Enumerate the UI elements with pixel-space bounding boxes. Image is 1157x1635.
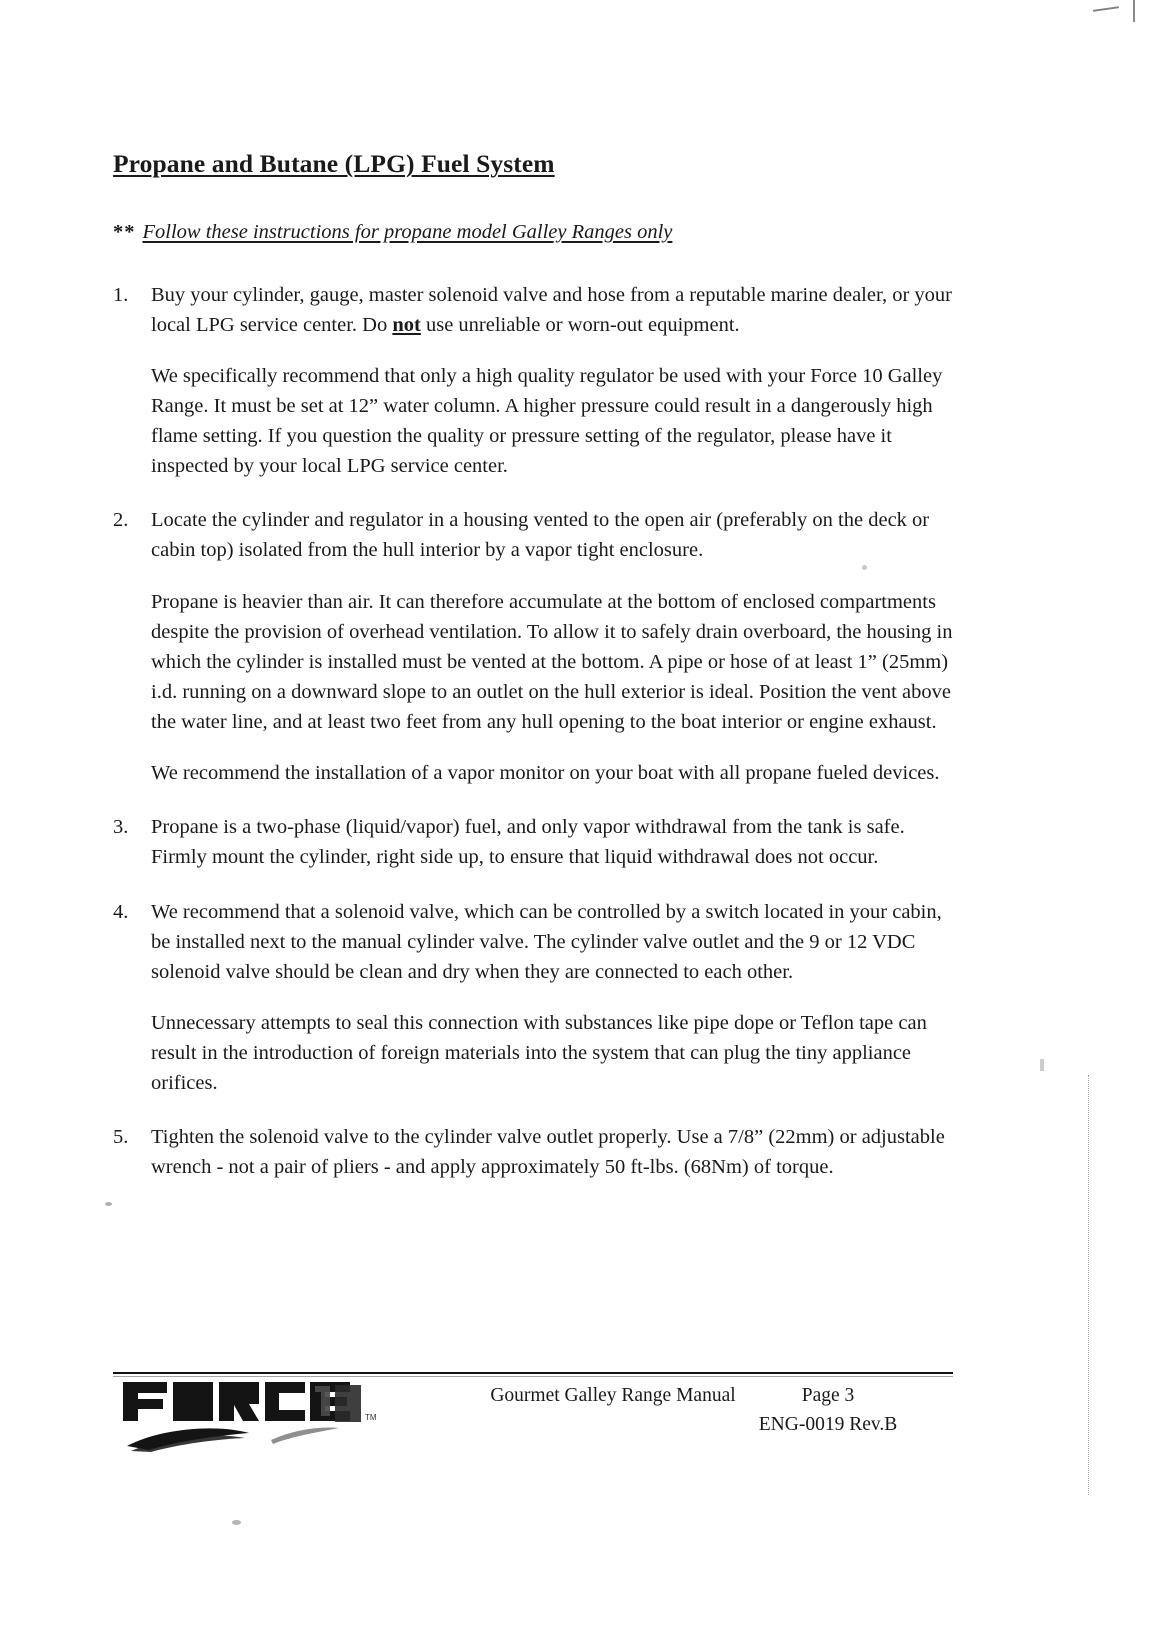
list-item-number: 5.: [113, 1126, 129, 1149]
subtitle-asterisks: **: [113, 220, 136, 243]
list-item-paragraph: Locate the cylinder and regulator in a housing vented to the open air (preferably on the deck or cabin top) isolated from the hull interior by a vapor tight enclosure.: [151, 509, 930, 562]
page-title: Propane and Butane (LPG) Fuel System: [113, 149, 555, 178]
footer-page-number: Page 3: [801, 1385, 855, 1406]
list-item-paragraph: [151, 280, 953, 340]
scan-artifact-speck: [232, 1520, 241, 1525]
scan-artifact-mark: [1093, 6, 1119, 12]
subtitle-line: [113, 219, 953, 246]
footer-manual-title: Gourmet Galley Range Manual: [490, 1385, 736, 1406]
subtitle-text: Follow these instructions for propane model Galley Ranges only: [142, 220, 673, 243]
list-item-paragraph: Propane is heavier than air. It can therefore accumulate at the bottom of enclosed compartments despite the provision of overhead ventilation. To allow it to safely drain overboard, the housing in which the cylinder is installed must be vented at the bottom. A pipe or hose of at least 1” (25mm) i.d. running on a downward slope to an outlet on the hull exterior is ideal. Position the vent above the water line, and at least two feet from any hull opening to the boat interior or engine exhaust.: [151, 590, 953, 734]
list-item-number: 2.: [113, 509, 129, 532]
list-item-paragraph: Unnecessary attempts to seal this connection with substances like pipe dope or Teflon tape can result in the introduction of foreign materials into the system that can plug the tiny appliance orifices.: [151, 1011, 927, 1095]
force-10-logo: [121, 1376, 381, 1452]
list-item-paragraph: We specifically recommend that only a high quality regulator be used with your Force 10 Galley Range. It must be set at 12” water column. A higher pressure could result in a dangerously high flame setting. If you question the quality or pressure setting of the regulator, please have it inspected by your local LPG service center.: [151, 364, 943, 478]
scan-artifact-mark-secondary: [1133, 0, 1135, 22]
footer-page-info: [703, 1382, 953, 1440]
list-item: [113, 812, 953, 872]
list-item-paragraph: We recommend that a solenoid valve, which can be controlled by a switch located in your cabin, be installed next to the manual cylinder valve. The cylinder valve outlet and the 9 or 12 VDC solenoid valve should be clean and dry when they are connected to each other.: [151, 900, 942, 983]
footer-content: [113, 1374, 953, 1454]
list-item: [113, 897, 953, 1099]
list-item-paragraph: Propane is a two-phase (liquid/vapor) fuel, and only vapor withdrawal from the tank is safe. Firmly mount the cylinder, right side up, to ensure that liquid withdrawal does not occur.: [151, 816, 905, 869]
list-item-paragraph: We recommend the installation of a vapor monitor on your boat with all propane fueled devices.: [151, 762, 940, 785]
list-item: [113, 280, 953, 482]
footer-revision: ENG-0019 Rev.B: [758, 1414, 898, 1436]
list-item: [113, 505, 953, 788]
list-item-number: 4.: [113, 900, 129, 923]
scan-artifact-speck: [1040, 1059, 1044, 1071]
paragraph-text-part: use unreliable or worn-out equipment.: [420, 313, 740, 336]
scan-artifact-speck: [105, 1202, 112, 1206]
instruction-list: [113, 280, 953, 1183]
scan-artifact-edge-line: [1088, 1075, 1089, 1495]
document-body: [113, 148, 953, 1207]
svg-text:TM: TM: [365, 1413, 377, 1422]
list-item-number: 3.: [113, 816, 129, 839]
emphasis-not: not: [392, 313, 421, 336]
list-item-paragraph: Tighten the solenoid valve to the cylinder valve outlet properly. Use a 7/8” (22mm) or adjustable wrench - not a pair of pliers - and apply approximately 50 ft-lbs. (68Nm) of torque.: [151, 1126, 945, 1179]
list-item-number: 1.: [113, 283, 129, 306]
list-item: [113, 1122, 953, 1182]
paragraph-text-part: Buy your cylinder, gauge, master solenoid valve and hose from a reputable marine dealer, or your local LPG service center. Do: [151, 283, 953, 336]
page-footer: [113, 1372, 953, 1454]
